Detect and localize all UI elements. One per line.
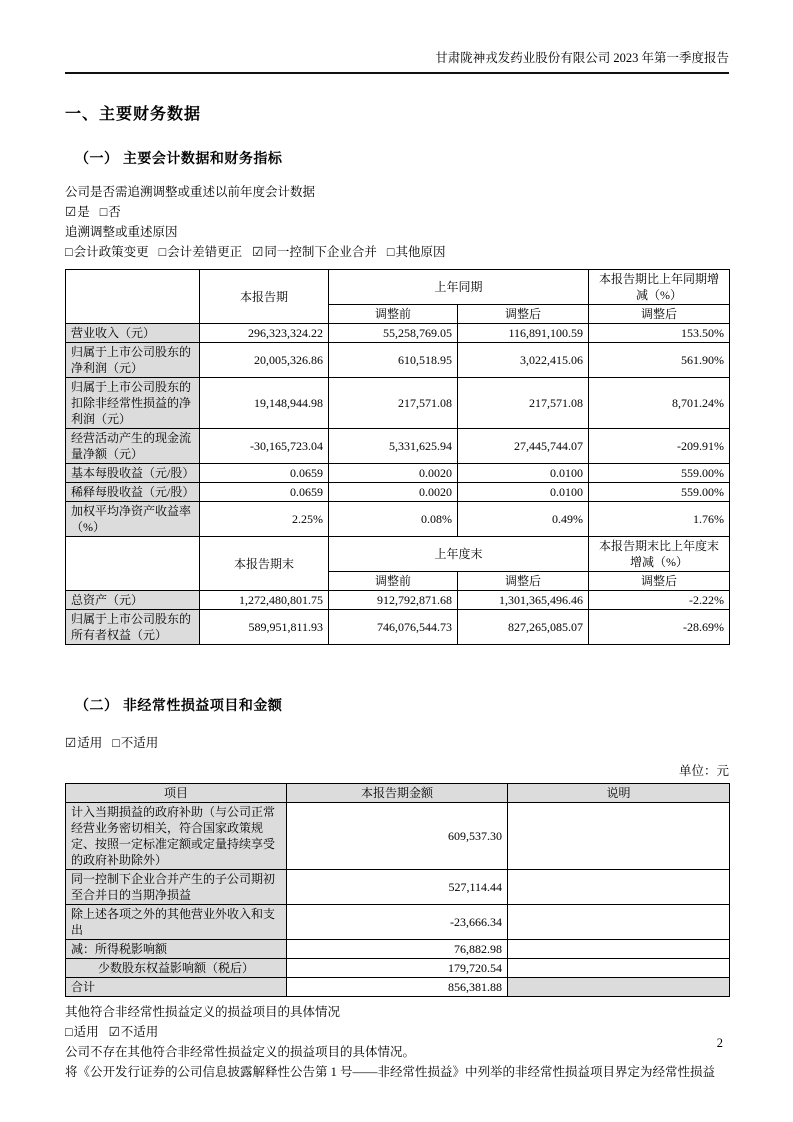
- note-no-other-items: 公司不存在其他符合非经常性损益定义的损益项目的具体情况。: [65, 1045, 416, 1059]
- checkbox-label: 会计政策变更: [73, 245, 149, 259]
- table-row: [66, 343, 730, 378]
- corner-cell: [66, 270, 200, 324]
- value-cell: 827,265,085.07: [458, 610, 589, 645]
- value-cell: 559.00%: [589, 464, 730, 483]
- amount-cell: -23,666.34: [287, 905, 508, 940]
- value-cell: 3,022,415.06: [458, 343, 589, 378]
- other-items-label: 其他符合非经常性损益定义的损益项目的具体情况: [65, 1005, 341, 1019]
- checkbox-not-applicable[interactable]: [109, 1025, 159, 1039]
- value-cell: -2.22%: [589, 591, 730, 610]
- subheader-before-adjust: 调整前: [329, 305, 458, 324]
- table-row: [66, 591, 730, 610]
- checkbox-label: 是: [77, 205, 90, 219]
- row-label-cell: 营业收入（元）: [66, 324, 200, 343]
- table-row: [66, 905, 730, 940]
- subheader-before-adjust: 调整前: [329, 572, 458, 591]
- value-cell: 20,005,326.86: [200, 343, 329, 378]
- value-cell: 610,518.95: [329, 343, 458, 378]
- item-cell: 少数股东权益影响额（税后）: [66, 959, 287, 978]
- checkbox-checked-icon: ☑: [108, 1025, 120, 1039]
- row-label-cell: 加权平均净资产收益率（%）: [66, 502, 200, 537]
- subheader-change-after-adjust: 调整后: [589, 305, 730, 324]
- value-cell: 0.0659: [200, 464, 329, 483]
- row-label-cell: 归属于上市公司股东的净利润（元）: [66, 343, 200, 378]
- amount-cell: 527,114.44: [287, 870, 508, 905]
- checkbox-empty-icon: □: [99, 205, 108, 219]
- checkbox-empty-icon: □: [158, 245, 167, 259]
- value-cell: 0.49%: [458, 502, 589, 537]
- value-cell: 2.25%: [200, 502, 329, 537]
- note-cell: [508, 870, 730, 905]
- checkbox-accounting-policy-change[interactable]: [65, 245, 149, 259]
- value-cell: 912,792,871.68: [329, 591, 458, 610]
- col-header-change: 本报告期末比上年度末增减（%）: [589, 537, 730, 572]
- item-cell: 除上述各项之外的其他营业外收入和支出: [66, 905, 287, 940]
- value-cell: 19,148,944.98: [200, 378, 329, 429]
- restate-reason-label: 追溯调整或重述原因: [65, 225, 178, 239]
- table-header-row: [66, 270, 730, 305]
- checkbox-applicable[interactable]: [65, 1025, 99, 1039]
- checkbox-other-reason[interactable]: [387, 245, 446, 259]
- value-cell: 116,891,100.59: [458, 324, 589, 343]
- amount-cell: 76,882.98: [287, 940, 508, 959]
- table-header-row: [66, 784, 730, 803]
- value-cell: 1,301,365,496.46: [458, 591, 589, 610]
- restate-options-line: [65, 202, 729, 222]
- table-row: [66, 483, 730, 502]
- value-cell: 296,323,324.22: [200, 324, 329, 343]
- row-label-cell: 稀释每股收益（元/股）: [66, 483, 200, 502]
- value-cell: 217,571.08: [458, 378, 589, 429]
- value-cell: 8,701.24%: [589, 378, 730, 429]
- col-header-current-period-end: 本报告期末: [200, 537, 329, 591]
- checkbox-empty-icon: □: [386, 245, 395, 259]
- value-cell: 0.0020: [329, 483, 458, 502]
- unit-label: 单位：元: [678, 764, 729, 778]
- checkbox-label: 适用: [77, 736, 103, 750]
- col-header-item: 项目: [66, 784, 287, 803]
- note-cell: [508, 940, 730, 959]
- row-label-cell: 经营活动产生的现金流量净额（元）: [66, 429, 200, 464]
- checkbox-label: 不适用: [120, 1025, 159, 1039]
- col-header-prior-period-group: 上年同期: [329, 270, 589, 305]
- item-cell: 同一控制下企业合并产生的子公司期初至合并日的当期净损益: [66, 870, 287, 905]
- subsection-title-key-accounting-data: （一） 主要会计数据和财务指标: [75, 150, 283, 166]
- col-header-change: 本报告期比上年同期增减（%）: [589, 270, 730, 305]
- applicable-options-line: [65, 733, 729, 753]
- table-row: [66, 324, 730, 343]
- subheader-after-adjust: 调整后: [458, 572, 589, 591]
- subheader-after-adjust: 调整后: [458, 305, 589, 324]
- row-label-cell: 归属于上市公司股东的所有者权益（元）: [66, 610, 200, 645]
- checkbox-no[interactable]: [100, 205, 121, 219]
- checkbox-checked-icon: ☑: [65, 205, 77, 219]
- col-header-amount: 本报告期金额: [287, 784, 508, 803]
- amount-cell: 179,720.54: [287, 959, 508, 978]
- restate-reason-options-line: [65, 242, 729, 262]
- checkbox-label: 适用: [73, 1025, 99, 1039]
- checkbox-checked-icon: ☑: [252, 245, 264, 259]
- value-cell: 5,331,625.94: [329, 429, 458, 464]
- table-row: [66, 959, 730, 978]
- checkbox-not-applicable[interactable]: [112, 736, 158, 750]
- checkbox-applicable[interactable]: [65, 736, 102, 750]
- checkbox-same-control-merger[interactable]: [252, 245, 377, 259]
- value-cell: -30,165,723.04: [200, 429, 329, 464]
- value-cell: 0.0020: [329, 464, 458, 483]
- subheader-change-after-adjust: 调整后: [589, 572, 730, 591]
- value-cell: 561.90%: [589, 343, 730, 378]
- table-row: [66, 429, 730, 464]
- report-header: 甘肃陇神戎发药业股份有限公司 2023 年第一季度报告: [65, 50, 729, 74]
- value-cell: 0.0659: [200, 483, 329, 502]
- checkbox-checked-icon: ☑: [65, 736, 77, 750]
- value-cell: 0.0100: [458, 464, 589, 483]
- note-definition-statement: 将《公开发行证券的公司信息披露解释性公告第 1 号——非经常性损益》中列举的非经常性损益项目界定为经常性损益: [65, 1065, 716, 1079]
- row-label-cell: 归属于上市公司股东的扣除非经常性损益的净利润（元）: [66, 378, 200, 429]
- note-cell: [508, 905, 730, 940]
- checkbox-label: 同一控制下企业合并: [264, 245, 377, 259]
- note-cell: [508, 978, 730, 997]
- value-cell: 153.50%: [589, 324, 730, 343]
- row-label-cell: 基本每股收益（元/股）: [66, 464, 200, 483]
- table-row: [66, 502, 730, 537]
- value-cell: 27,445,744.07: [458, 429, 589, 464]
- checkbox-empty-icon: □: [112, 736, 120, 750]
- table-header-row: [66, 537, 730, 572]
- value-cell: 0.0100: [458, 483, 589, 502]
- value-cell: 559.00%: [589, 483, 730, 502]
- corner-cell: [66, 537, 200, 591]
- col-header-note: 说明: [508, 784, 730, 803]
- item-cell: 减：所得税影响额: [66, 940, 287, 959]
- checkbox-label: 不适用: [120, 736, 159, 750]
- row-label-cell: 总资产（元）: [66, 591, 200, 610]
- section-title-main-financial-data: 一、主要财务数据: [65, 106, 202, 123]
- table-row-total: [66, 978, 730, 997]
- col-header-current-period: 本报告期: [200, 270, 329, 324]
- value-cell: 589,951,811.93: [200, 610, 329, 645]
- checkbox-yes[interactable]: [65, 205, 90, 219]
- value-cell: 746,076,544.73: [329, 610, 458, 645]
- key-financials-table: [65, 269, 730, 645]
- checkbox-empty-icon: □: [65, 245, 73, 259]
- table-row: [66, 378, 730, 429]
- page-number: 2: [716, 1036, 723, 1050]
- amount-cell: 609,537.30: [287, 803, 508, 870]
- table-row: [66, 803, 730, 870]
- col-header-prior-year-end-group: 上年度末: [329, 537, 589, 572]
- subsection-title-non-recurring-items: （二） 非经常性损益项目和金额: [75, 697, 283, 713]
- table-row: [66, 464, 730, 483]
- value-cell: -209.91%: [589, 429, 730, 464]
- table-row: [66, 870, 730, 905]
- note-cell: [508, 803, 730, 870]
- value-cell: 217,571.08: [329, 378, 458, 429]
- checkbox-label: 会计差错更正: [167, 245, 243, 259]
- amount-cell: 856,381.88: [287, 978, 508, 997]
- value-cell: 1.76%: [589, 502, 730, 537]
- item-cell: 合计: [66, 978, 287, 997]
- value-cell: 55,258,769.05: [329, 324, 458, 343]
- checkbox-label: 其他原因: [395, 245, 446, 259]
- checkbox-empty-icon: □: [65, 1025, 73, 1039]
- value-cell: 0.08%: [329, 502, 458, 537]
- other-applicable-options-line: [65, 1022, 729, 1042]
- value-cell: -28.69%: [589, 610, 730, 645]
- checkbox-label: 否: [108, 205, 121, 219]
- item-cell: 计入当期损益的政府补助（与公司正常经营业务密切相关，符合国家政策规定、按照一定标准定额或定量持续享受的政府补助除外）: [66, 803, 287, 870]
- note-cell: [508, 959, 730, 978]
- table-row: [66, 610, 730, 645]
- table-row: [66, 940, 730, 959]
- non-recurring-items-table: [65, 783, 730, 997]
- restate-question: 公司是否需追溯调整或重述以前年度会计数据: [65, 185, 316, 199]
- value-cell: 1,272,480,801.75: [200, 591, 329, 610]
- checkbox-accounting-error-correction[interactable]: [159, 245, 243, 259]
